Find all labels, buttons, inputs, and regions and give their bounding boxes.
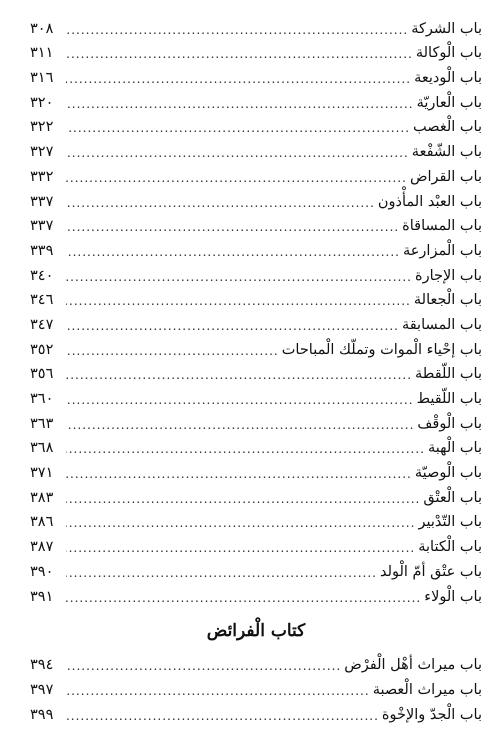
toc-entry-title: باب الْعتْق <box>423 489 482 506</box>
toc-entry <box>30 14 482 39</box>
toc-entry-page-number: ٣٦٣ <box>30 415 54 432</box>
toc-entry-title: باب القراض <box>409 168 482 185</box>
toc-entry <box>30 310 482 335</box>
toc-entry <box>30 458 482 483</box>
toc-entry-title: باب الْغصب <box>413 119 482 136</box>
dot-leader <box>66 490 420 508</box>
dot-leader <box>66 144 409 162</box>
toc-entry-page-number: ٣٩١ <box>30 588 54 605</box>
toc-entry <box>30 88 482 113</box>
toc-entry-page-number: ٣٩٠ <box>30 563 54 580</box>
toc-entry-page-number: ٣٤٦ <box>30 292 54 309</box>
dot-leader <box>66 45 413 63</box>
toc-entry <box>30 434 482 459</box>
dot-leader <box>66 194 375 212</box>
toc-entry-title: باب الْوكالة <box>415 45 482 62</box>
toc-entry-page-number: ٣٢٧ <box>30 144 54 161</box>
toc-entry <box>30 236 482 261</box>
section-heading: كتاب الْفرائض <box>206 620 306 641</box>
toc-entry-title: باب الْهبة <box>428 440 482 457</box>
toc-entry <box>30 582 482 607</box>
dot-leader <box>66 564 377 582</box>
toc-entry-page-number: ٣٩٩ <box>30 706 54 723</box>
toc-entry <box>30 113 482 138</box>
toc-entry <box>30 335 482 360</box>
table-of-contents <box>30 14 482 725</box>
toc-entry-title: باب الشّفْعة <box>411 144 482 161</box>
toc-entry-page-number: ٣٦٨ <box>30 440 54 457</box>
toc-entry-page-number: ٣٩٤ <box>30 657 54 674</box>
dot-leader <box>66 366 412 384</box>
toc-entry-title: باب الْعاريّة <box>416 94 482 111</box>
toc-entry-title: باب المسابقة <box>401 316 482 333</box>
toc-entry-title: باب المساقاة <box>402 218 482 235</box>
toc-entry-title: باب ميراث أهْل الْفرْض <box>344 657 482 674</box>
dot-leader <box>66 292 411 310</box>
toc-entry-title: باب الْكتابة <box>418 539 482 556</box>
toc-entry <box>30 532 482 557</box>
toc-entry-title: باب الشركة <box>411 20 482 37</box>
dot-leader <box>66 514 415 532</box>
toc-entry <box>30 557 482 582</box>
toc-entry <box>30 675 482 700</box>
dot-leader <box>66 539 415 557</box>
toc-entry <box>30 212 482 237</box>
dot-leader <box>66 391 414 409</box>
toc-entry-page-number: ٣١٦ <box>30 70 54 87</box>
toc-entry-page-number: ٣٦٠ <box>30 391 54 407</box>
toc-entry-title: باب الْوصيّة <box>414 465 482 482</box>
toc-entry-page-number: ٣٤٠ <box>30 267 54 284</box>
dot-leader <box>66 218 399 236</box>
toc-entry <box>30 651 482 676</box>
toc-entry <box>30 360 482 385</box>
toc-entry-page-number: ٣٥٦ <box>30 366 54 383</box>
dot-leader <box>66 268 412 286</box>
toc-entry <box>30 409 482 434</box>
toc-entry-title: باب اللّقطة <box>415 366 482 383</box>
toc-entry <box>30 700 482 725</box>
toc-entry-page-number: ٣٤٧ <box>30 316 54 333</box>
toc-entry-title: باب الْوديعة <box>414 70 482 87</box>
toc-entry <box>30 483 482 508</box>
toc-entry-page-number: ٣٣٩ <box>30 242 54 259</box>
toc-entry-title: باب الْولاء <box>424 588 482 605</box>
toc-entry-page-number: ٣٩٧ <box>30 681 54 698</box>
toc-entry-title: باب اللّقيط <box>416 391 482 407</box>
toc-entry-title: باب الإجارة <box>415 267 482 284</box>
toc-entry <box>30 137 482 162</box>
toc-entry <box>30 384 482 409</box>
dot-leader <box>66 440 425 458</box>
dot-leader <box>66 243 400 261</box>
dot-leader <box>66 682 370 700</box>
toc-entry <box>30 508 482 533</box>
dot-leader <box>66 465 412 483</box>
toc-entry <box>30 39 482 64</box>
dot-leader <box>66 119 410 137</box>
toc-entry <box>30 63 482 88</box>
toc-entry <box>30 286 482 311</box>
toc-entry-page-number: ٣٣٢ <box>30 168 54 185</box>
toc-entry-title: باب الْوقْف <box>417 415 482 432</box>
toc-entry-page-number: ٣٢٢ <box>30 119 54 136</box>
dot-leader <box>66 317 399 335</box>
dot-leader <box>66 70 411 88</box>
toc-entry-page-number: ٣٣٧ <box>30 218 54 235</box>
toc-entry-title: باب عتْق أمّ الْولد <box>379 563 482 580</box>
dot-leader <box>66 169 407 187</box>
toc-entry-title: باب العبْد المأْذون <box>377 193 482 210</box>
dot-leader <box>66 342 279 360</box>
toc-entry-title: باب التّدْبير <box>418 514 482 531</box>
dot-leader <box>66 416 414 434</box>
dot-leader <box>66 95 414 113</box>
toc-entry-page-number: ٣٥٢ <box>30 341 54 358</box>
toc-entry-page-number: ٣٣٧ <box>30 193 54 210</box>
toc-entry-title: باب الْجعالة <box>413 292 482 309</box>
toc-entry-page-number: ٣١١ <box>30 45 54 62</box>
toc-entry <box>30 187 482 212</box>
dot-leader <box>66 589 421 607</box>
toc-entry-page-number: ٣٠٨ <box>30 20 54 37</box>
toc-entry-page-number: ٣٨٦ <box>30 514 54 531</box>
toc-entry <box>30 261 482 286</box>
toc-entry-page-number: ٣٧١ <box>30 465 54 482</box>
toc-entry-title: باب إحْياء الْموات وتملّك الْمباحات <box>281 341 482 358</box>
toc-entry-title: باب الْمزارعة <box>403 242 482 259</box>
toc-entry-page-number: ٣٨٧ <box>30 539 54 556</box>
toc-entry-title: باب ميراث الْعصبة <box>372 681 482 698</box>
dot-leader <box>66 657 341 675</box>
toc-entry-page-number: ٣٨٣ <box>30 489 54 506</box>
toc-entry-title: باب الْجدّ والإخْوة <box>381 706 482 723</box>
toc-entry-page-number: ٣٢٠ <box>30 94 54 111</box>
dot-leader <box>66 21 408 39</box>
dot-leader <box>66 707 379 725</box>
toc-entry <box>30 162 482 187</box>
